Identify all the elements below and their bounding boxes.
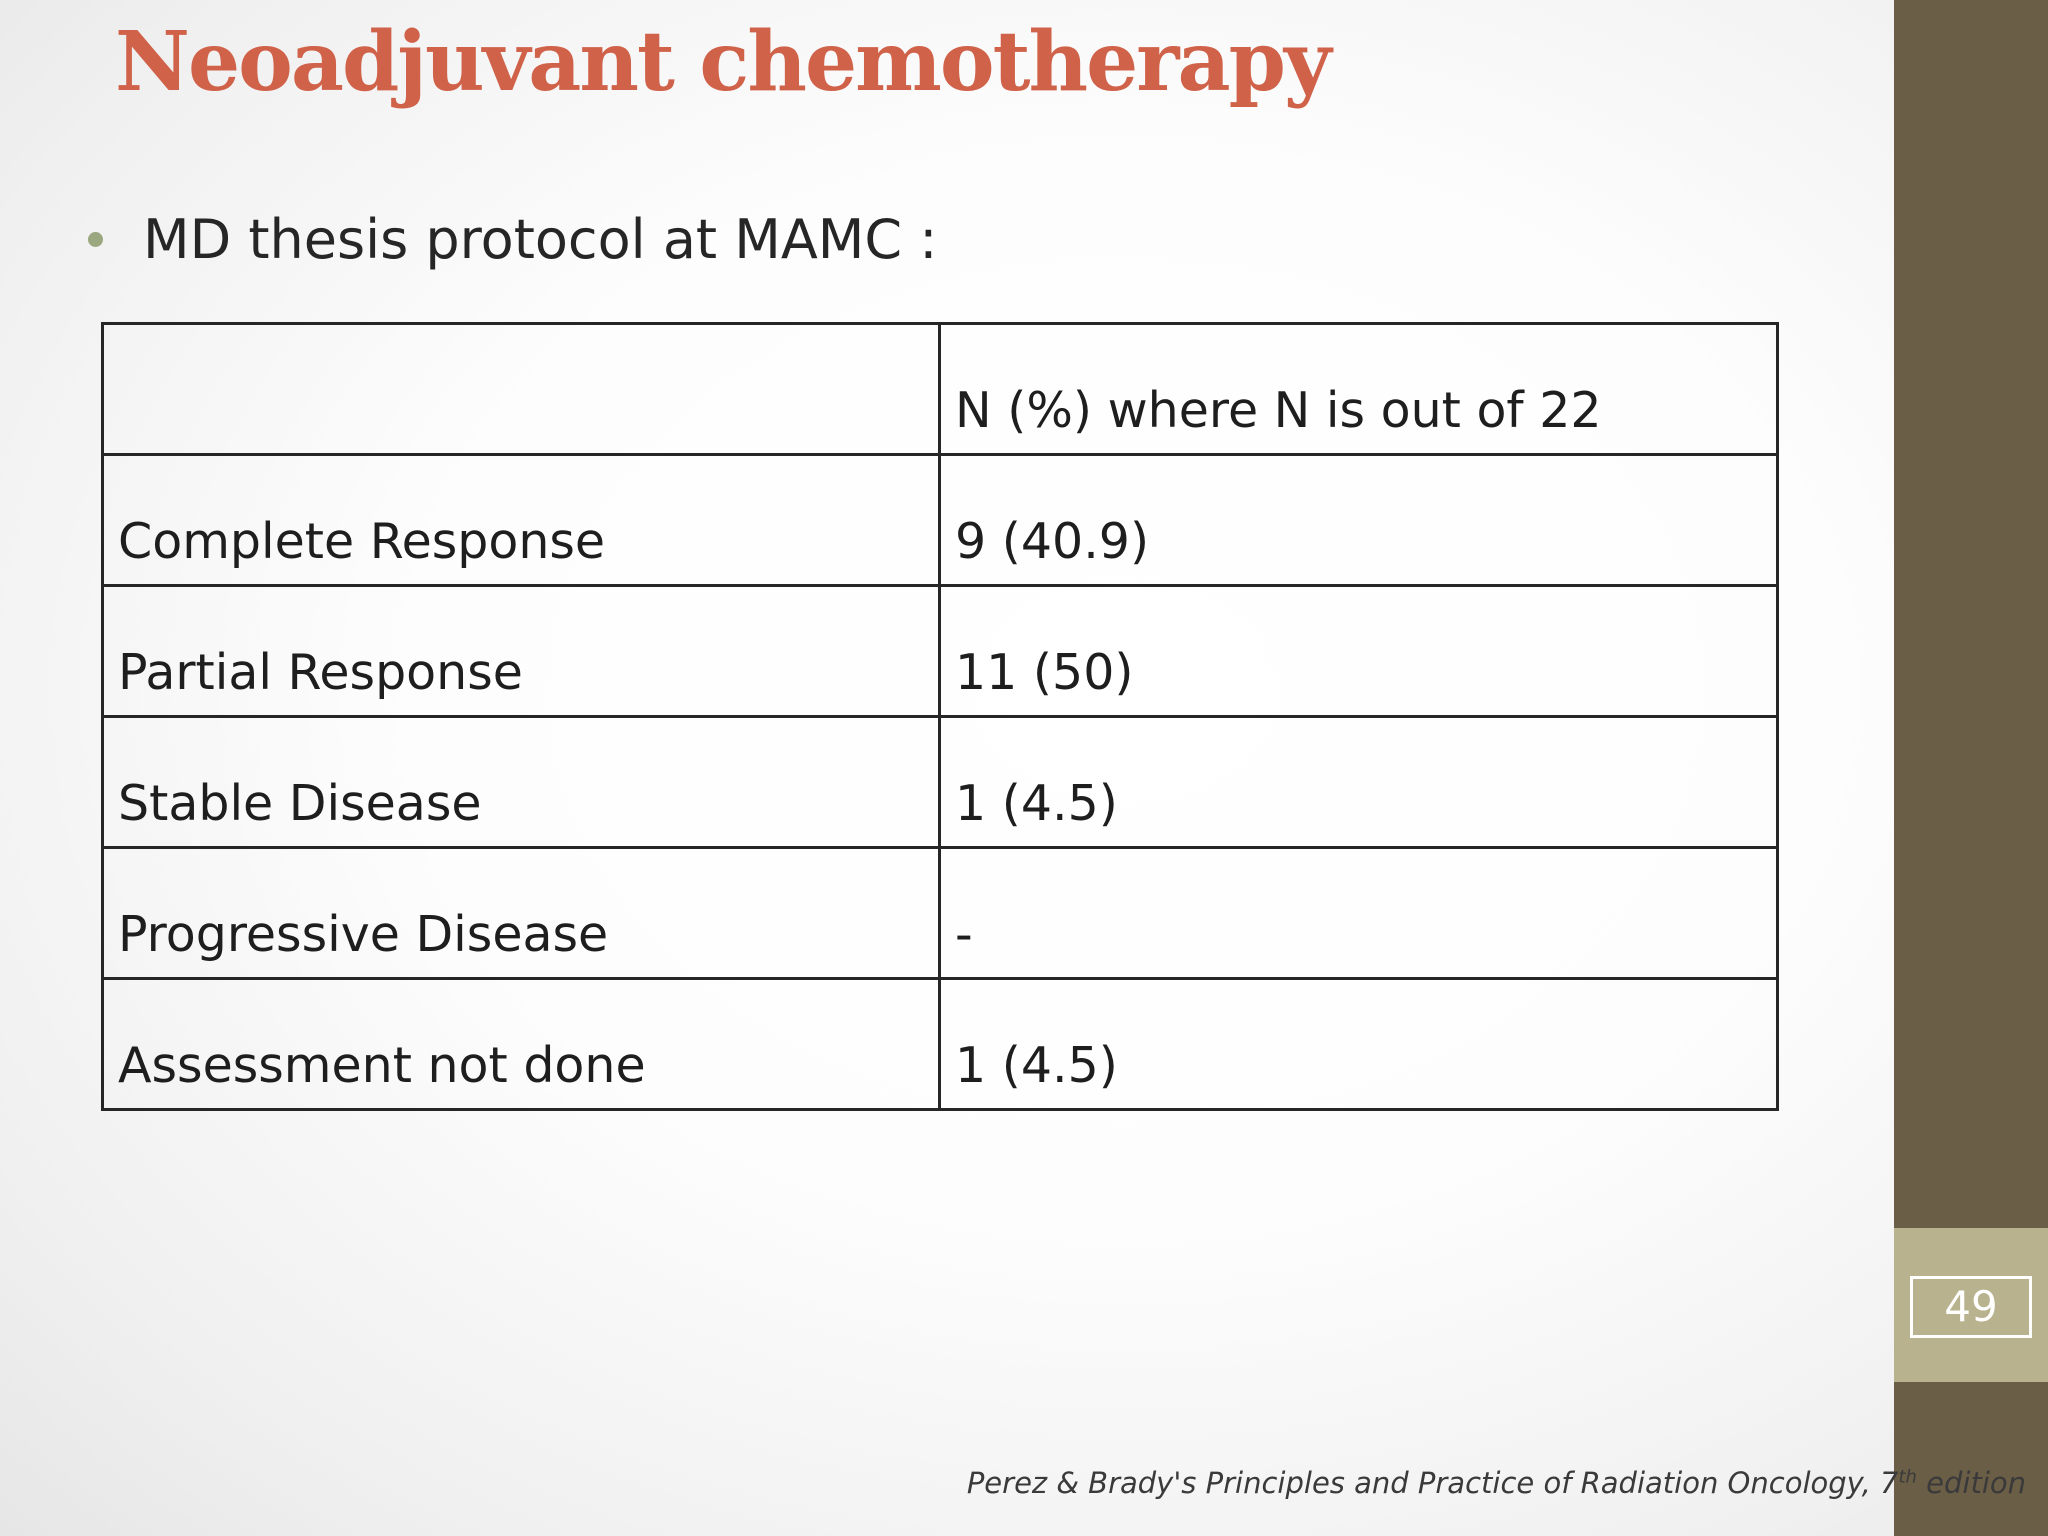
table-cell-label: Partial Response bbox=[103, 586, 940, 717]
results-table bbox=[101, 322, 1779, 1111]
table-cell-value: 9 (40.9) bbox=[940, 455, 1778, 586]
citation-suffix: edition bbox=[1916, 1466, 2026, 1500]
table-cell-label: Assessment not done bbox=[103, 979, 940, 1110]
slide-title: Neoadjuvant chemotherapy bbox=[115, 14, 1330, 110]
table-cell-value: 1 (4.5) bbox=[940, 979, 1778, 1110]
bullet-dot-icon bbox=[88, 232, 103, 247]
citation-superscript: th bbox=[1898, 1466, 1917, 1488]
table-cell-label: Stable Disease bbox=[103, 717, 940, 848]
bullet-text: MD thesis protocol at MAMC : bbox=[143, 207, 938, 271]
table-row bbox=[103, 717, 1778, 848]
table-header-cell: N (%) where N is out of 22 bbox=[940, 324, 1778, 455]
citation bbox=[967, 1466, 2026, 1500]
table-cell-value: 1 (4.5) bbox=[940, 717, 1778, 848]
table-header-row bbox=[103, 324, 1778, 455]
table-row bbox=[103, 455, 1778, 586]
table-cell-value: - bbox=[940, 848, 1778, 979]
table-cell-value: 11 (50) bbox=[940, 586, 1778, 717]
table-row bbox=[103, 848, 1778, 979]
slide-number: 49 bbox=[1910, 1276, 2032, 1338]
table-header-cell bbox=[103, 324, 940, 455]
citation-main: Perez & Brady's Principles and Practice of Radiation Oncology, 7 bbox=[966, 1466, 1899, 1500]
table-row bbox=[103, 979, 1778, 1110]
bullet-item bbox=[88, 205, 937, 273]
table-cell-label: Progressive Disease bbox=[103, 848, 940, 979]
table-row bbox=[103, 586, 1778, 717]
table-cell-label: Complete Response bbox=[103, 455, 940, 586]
